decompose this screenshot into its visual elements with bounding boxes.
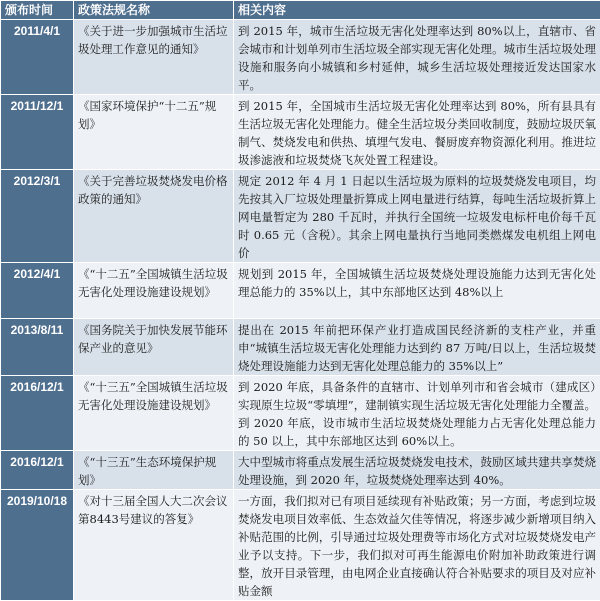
header-policy-name: 政策法规名称 bbox=[74, 1, 234, 20]
row-content: 规划到 2015 年，全国城镇生活垃圾焚烧处理设施能力达到无害化处理总能力的 35%以上，其中东部地区达到 48%以上 bbox=[234, 263, 600, 319]
row-policy-name: 《国务院关于加快发展节能环保产业的意见》 bbox=[74, 319, 234, 376]
table-row bbox=[1, 490, 600, 601]
row-date: 2011/12/1 bbox=[1, 95, 74, 170]
row-content: 一方面，我们拟对已有项目延续现有补贴政策；另一方面，考虑到垃圾焚烧发电项目效率低、生态效益欠佳等情况，将逐步减少新增项目纳入补贴范围的比例，引导通过垃圾处理费等市场化方式对垃圾焚烧发电产业予以支持。下一步，我们拟对可再生能源电价附加补助政策进行调整，放开目录管理，由电网企业直接确认符合补贴要求的项目及对应补贴金额 bbox=[234, 490, 600, 601]
row-date: 2019/10/18 bbox=[1, 490, 74, 601]
table-row bbox=[1, 376, 600, 451]
row-policy-name: 《“十三五”全国城镇生活垃圾无害化处理设施建设规划》 bbox=[74, 376, 234, 451]
row-date: 2011/4/1 bbox=[1, 20, 74, 95]
row-content: 到 2015 年，全国城市生活垃圾无害化处理率达到 80%，所有县具有生活垃圾无害化处理能力。健全生活垃圾分类回收制度，鼓励垃圾厌氧制气、焚烧发电和供热、填埋气发电、餐厨废弃物资源化利用。推进垃圾渗滤液和垃圾焚烧飞灰处置工程建设。 bbox=[234, 95, 600, 170]
row-policy-name: 《对十三届全国人大二次会议第8443号建议的答复》 bbox=[74, 490, 234, 601]
row-content: 提出在 2015 年前把环保产业打造成国民经济新的支柱产业，并重申“城镇生活垃圾无害化处理能力达到约 87 万吨/日以上，生活垃圾焚烧处理设施能力达到无害化处理总能力的 35%以上” bbox=[234, 319, 600, 376]
row-date: 2012/3/1 bbox=[1, 170, 74, 263]
row-date: 2012/4/1 bbox=[1, 263, 74, 319]
row-content: 规定 2012 年 4 月 1 日起以生活垃圾为原料的垃圾焚烧发电项目，均先按其入厂垃圾处理量折算成上网电量进行结算，每吨生活垃圾折算上网电量暂定为 280 千瓦时，并执行全国统一垃圾发电标杆电价每千瓦时 0.65 元（含税）。其余上网电量执行当地同类燃煤发电机组上网电价 bbox=[234, 170, 600, 263]
row-policy-name: 《关于进一步加强城市生活垃圾处理工作意见的通知》 bbox=[74, 20, 234, 95]
row-content: 到 2015 年，城市生活垃圾无害化处理率达到 80%以上，直辖市、省会城市和计划单列市生活垃圾全部实现无害化处理。城市生活垃圾处理设施和服务向小城镇和乡村延伸，城乡生活垃圾处理接近发达国家水平。 bbox=[234, 20, 600, 95]
row-policy-name: 《“十三五”生态环境保护规划》 bbox=[74, 451, 234, 490]
row-date: 2013/8/11 bbox=[1, 319, 74, 376]
header-date: 颁布时间 bbox=[1, 1, 74, 20]
table-row bbox=[1, 451, 600, 490]
table-row bbox=[1, 263, 600, 319]
row-content: 大中型城市将重点发展生活垃圾焚烧发电技术，鼓励区域共建共享焚烧处理设施，到 2020 年，垃圾焚烧处理率达到 40%。 bbox=[234, 451, 600, 490]
header-content: 相关内容 bbox=[234, 1, 600, 20]
table-row bbox=[1, 20, 600, 95]
table-row bbox=[1, 95, 600, 170]
row-content: 到 2020 年底，具备条件的直辖市、计划单列市和省会城市（建成区）实现原生垃圾“零填埋”，建制镇实现生活垃圾无害化处理能力全覆盖。到 2020 年底，设市城市生活垃圾焚烧处理能力占无害化处理总能力的 50 以上，其中东部地区达到 60%以上。 bbox=[234, 376, 600, 451]
row-date: 2016/12/1 bbox=[1, 451, 74, 490]
table-row bbox=[1, 170, 600, 263]
table-header-row bbox=[1, 1, 600, 20]
table-row bbox=[1, 319, 600, 376]
row-policy-name: 《国家环境保护“十二五”规划》 bbox=[74, 95, 234, 170]
row-policy-name: 《“十二五”全国城镇生活垃圾无害化处理设施建设规划》 bbox=[74, 263, 234, 319]
row-date: 2016/12/1 bbox=[1, 376, 74, 451]
row-policy-name: 《关于完善垃圾焚烧发电价格政策的通知》 bbox=[74, 170, 234, 263]
